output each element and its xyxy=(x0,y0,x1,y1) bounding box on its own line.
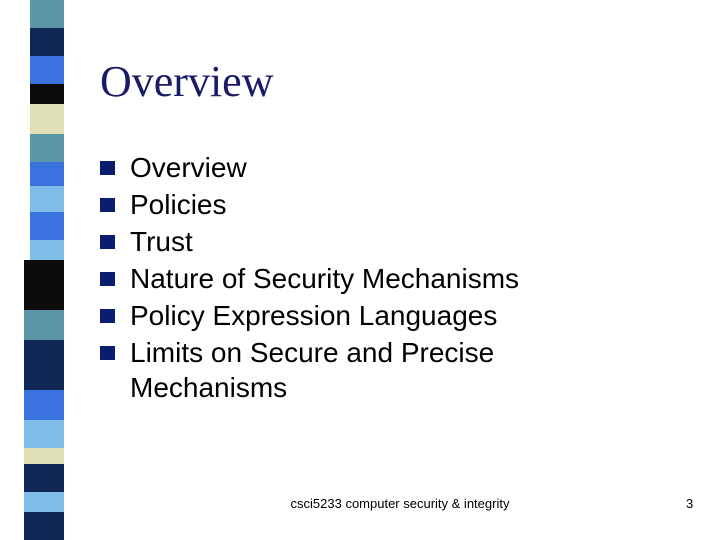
bullet-list xyxy=(100,150,700,407)
square-bullet-icon xyxy=(100,198,115,212)
sidebar-stripe xyxy=(24,370,64,390)
sidebar-stripe xyxy=(24,390,64,420)
sidebar-stripe xyxy=(30,186,64,212)
page-number: 3 xyxy=(686,496,694,511)
square-bullet-icon xyxy=(100,346,115,360)
sidebar-stripe xyxy=(30,240,64,260)
sidebar-stripe xyxy=(24,280,64,310)
sidebar-stripe xyxy=(30,56,64,84)
sidebar-stripe xyxy=(30,0,64,28)
bullet-item xyxy=(100,335,590,405)
sidebar-stripe xyxy=(24,464,64,492)
sidebar-stripe xyxy=(24,260,64,280)
bullet-text: Policy Expression Languages xyxy=(130,300,498,331)
sidebar-stripe xyxy=(30,162,64,186)
bullet-item xyxy=(100,224,700,259)
square-bullet-icon xyxy=(100,235,115,249)
decorative-sidebar xyxy=(0,0,70,540)
bullet-item xyxy=(100,298,700,333)
bullet-text: Trust xyxy=(130,226,193,257)
sidebar-stripe xyxy=(24,420,64,448)
sidebar-stripe xyxy=(24,512,64,540)
bullet-item xyxy=(100,150,700,185)
square-bullet-icon xyxy=(100,161,115,175)
sidebar-stripe xyxy=(24,448,64,464)
sidebar-stripe xyxy=(30,212,64,240)
square-bullet-icon xyxy=(100,309,115,323)
sidebar-stripe xyxy=(30,84,64,104)
sidebar-stripe xyxy=(24,492,64,512)
sidebar-stripe xyxy=(24,310,64,340)
sidebar-stripe xyxy=(30,28,64,56)
slide-title: Overview xyxy=(100,57,274,106)
bullet-text: Overview xyxy=(130,152,247,183)
bullet-text: Limits on Secure and Precise Mechanisms xyxy=(130,337,495,403)
sidebar-stripe xyxy=(30,104,64,134)
bullet-item xyxy=(100,187,700,222)
sidebar-stripe xyxy=(30,134,64,162)
bullet-text: Nature of Security Mechanisms xyxy=(130,263,520,294)
slide-footer: csci5233 computer security & integrity xyxy=(290,496,510,511)
bullet-item xyxy=(100,261,700,296)
bullet-text: Policies xyxy=(130,189,227,220)
sidebar-stripe xyxy=(24,340,64,370)
square-bullet-icon xyxy=(100,272,115,286)
